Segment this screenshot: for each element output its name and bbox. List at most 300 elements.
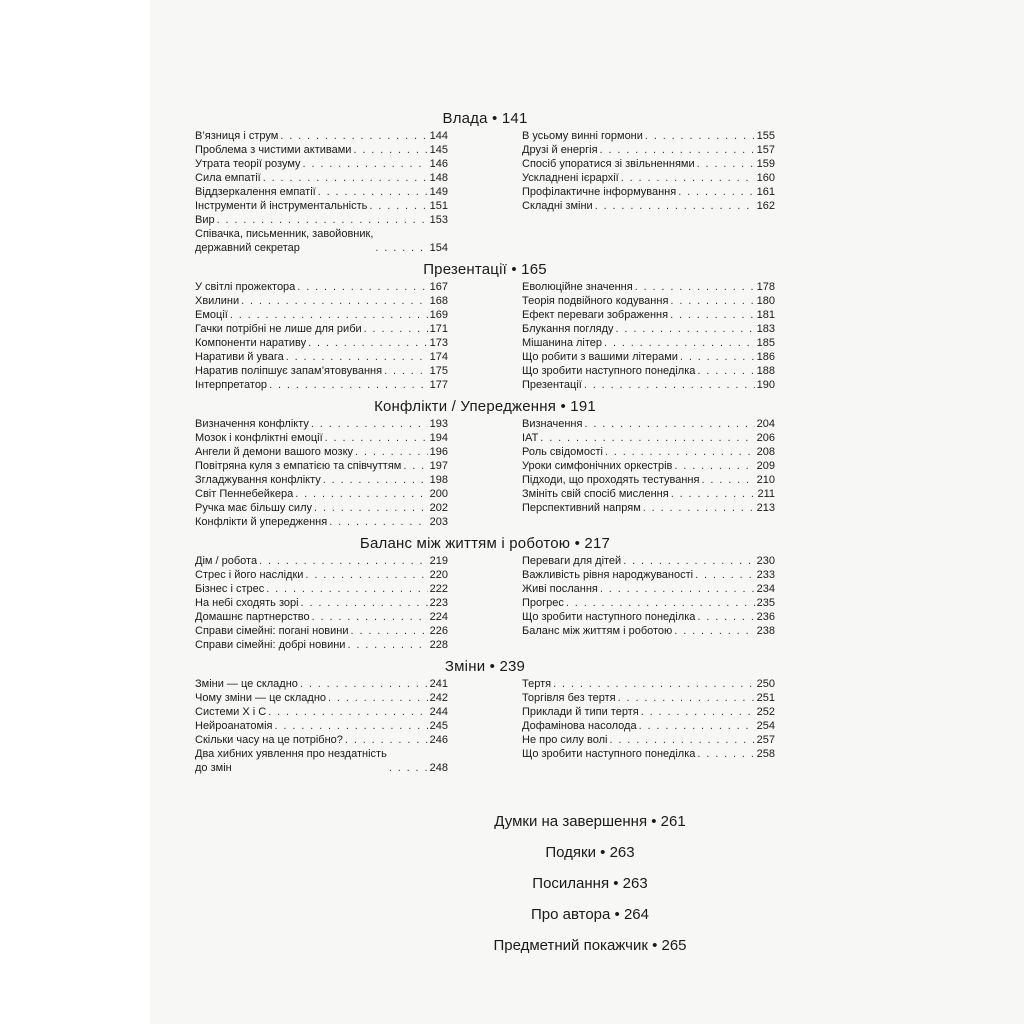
entry-page-number: 178 [756, 281, 775, 293]
entry-page-number: 155 [756, 130, 775, 142]
entry-title: Що зробити наступного понеділка [522, 611, 696, 623]
entry-title: Згладжування конфлікту [195, 474, 321, 486]
section-title: Презентації • 165 [423, 261, 547, 278]
closing-section-title: Предметний покажчик • 265 [493, 937, 687, 954]
toc-entry [195, 610, 448, 624]
toc-entry [522, 322, 775, 336]
entry-page-number: 210 [756, 474, 775, 486]
toc-entry [522, 143, 775, 157]
entry-title: Інструменти й інструментальність [195, 200, 368, 212]
entry-page-number: 258 [756, 748, 775, 760]
entry-title: IAT [522, 432, 539, 444]
entry-title: Складні зміни [522, 200, 593, 212]
dot-leader [697, 610, 754, 624]
entry-page-number: 248 [429, 762, 448, 774]
dot-leader [286, 350, 428, 364]
entry-title: Проблема з чистими активами [195, 144, 352, 156]
entry-title: Ангели й демони вашого мозку [195, 446, 354, 458]
entry-title: Справи сімейні: добрі новини [195, 639, 346, 651]
book-page [150, 0, 1024, 1024]
entry-page-number: 202 [429, 502, 448, 514]
entry-page-number: 238 [756, 625, 775, 637]
toc-entry [195, 473, 448, 487]
entry-page-number: 254 [756, 720, 775, 732]
entry-page-number: 230 [756, 555, 775, 567]
entry-page-number: 148 [429, 172, 448, 184]
entry-page-number: 204 [756, 418, 775, 430]
entry-page-number: 220 [429, 569, 448, 581]
dot-leader [566, 596, 755, 610]
dot-leader [605, 445, 755, 459]
entry-title: Дім / робота [195, 555, 258, 567]
entry-title: Повітряна куля з емпатією та співчуттям [195, 460, 402, 472]
dot-leader [616, 322, 755, 336]
entry-page-number: 174 [429, 351, 448, 363]
toc-entry [522, 624, 775, 638]
entry-title: Переваги для дітей [522, 555, 622, 567]
entry-page-number: 190 [756, 379, 775, 391]
entry-title: Приклади й типи тертя [522, 706, 639, 718]
toc-entry [195, 308, 448, 322]
entry-page-number: 161 [756, 186, 775, 198]
toc-column-right [522, 554, 775, 652]
toc-entry [195, 445, 448, 459]
toc-entry [522, 336, 775, 350]
toc-entry [195, 568, 448, 582]
entry-title: Уроки симфонічних оркестрів [522, 460, 673, 472]
entry-title: Емоції [195, 309, 228, 321]
entry-page-number: 151 [429, 200, 448, 212]
dot-leader [266, 582, 427, 596]
toc-entry [195, 554, 448, 568]
dot-leader [553, 677, 755, 691]
toc-entry [195, 733, 448, 747]
dot-leader [695, 568, 755, 582]
entry-title: Світ Пеннебейкера [195, 488, 294, 500]
entry-page-number: 157 [756, 144, 775, 156]
entry-page-number: 200 [429, 488, 448, 500]
closing-section-title: Подяки • 263 [545, 844, 635, 861]
section-title: Зміни • 239 [444, 658, 526, 675]
toc-entry [195, 294, 448, 308]
dot-leader [280, 129, 427, 143]
toc-entry [522, 350, 775, 364]
dot-leader [241, 294, 428, 308]
toc-entry [522, 582, 775, 596]
entry-page-number: 206 [756, 432, 775, 444]
dot-leader [230, 308, 428, 322]
entry-page-number: 186 [756, 351, 775, 363]
entry-title: Друзі й енергія [522, 144, 598, 156]
entry-title: Перспективний напрям [522, 502, 641, 514]
entry-page-number: 241 [429, 678, 448, 690]
entry-page-number: 223 [429, 597, 448, 609]
entry-page-number: 180 [756, 295, 775, 307]
dot-leader [639, 719, 755, 733]
entry-title: Еволюційне значення [522, 281, 633, 293]
entry-title: Інтерпретатор [195, 379, 268, 391]
entry-page-number: 242 [429, 692, 448, 704]
entry-title: Зміни — це складно [195, 678, 298, 690]
toc-entry [195, 350, 448, 364]
dot-leader [297, 280, 427, 294]
toc-entry [195, 336, 448, 350]
toc-entry [195, 638, 448, 652]
entry-page-number: 168 [429, 295, 448, 307]
dot-leader [347, 638, 427, 652]
toc-entry [522, 378, 775, 392]
entry-title: Два хибних уявлення про нездатність до змін [195, 748, 387, 774]
toc-section [195, 656, 775, 775]
dot-leader [355, 445, 428, 459]
entry-title: Профілактичне інформування [522, 186, 677, 198]
entry-title: Стрес і його наслідки [195, 569, 304, 581]
toc-column-left [195, 554, 448, 652]
entry-page-number: 246 [429, 734, 448, 746]
dot-leader [670, 308, 755, 322]
toc-entry [195, 129, 448, 143]
toc-section [195, 259, 775, 392]
toc-column-left [195, 280, 448, 392]
entry-page-number: 228 [429, 639, 448, 651]
entry-page-number: 183 [756, 323, 775, 335]
dot-leader [609, 733, 754, 747]
entry-page-number: 159 [756, 158, 775, 170]
toc-entry [522, 129, 775, 143]
dot-leader [604, 336, 755, 350]
entry-title: Нейроанатомія [195, 720, 273, 732]
dot-leader [674, 459, 754, 473]
table-of-contents [195, 108, 775, 779]
entry-title: Хвилини [195, 295, 240, 307]
toc-entry [522, 199, 775, 213]
toc-entry [195, 515, 448, 529]
entry-page-number: 162 [756, 200, 775, 212]
toc-entry [522, 596, 775, 610]
toc-entry [195, 227, 448, 255]
entry-page-number: 236 [756, 611, 775, 623]
closing-section-title: Про автора • 264 [531, 906, 649, 923]
dot-leader [671, 487, 756, 501]
dot-leader [540, 431, 754, 445]
toc-entry [195, 417, 448, 431]
entry-title: Визначення [522, 418, 583, 430]
entry-page-number: 188 [756, 365, 775, 377]
entry-page-number: 211 [757, 488, 775, 500]
toc-entry [195, 157, 448, 171]
section-title: Конфлікти / Упередження • 191 [374, 398, 596, 415]
entry-title: Роль свідомості [522, 446, 603, 458]
entry-title: Гачки потрібні не лише для риби [195, 323, 362, 335]
entry-title: Баланс між життям і роботою [522, 625, 673, 637]
entry-title: Спосіб упоратися зі звільненнями [522, 158, 695, 170]
toc-entry [195, 280, 448, 294]
dot-leader [701, 473, 754, 487]
entry-page-number: 197 [429, 460, 448, 472]
dot-leader [600, 143, 755, 157]
entry-page-number: 160 [756, 172, 775, 184]
dot-leader [353, 143, 427, 157]
toc-column-right [522, 129, 775, 255]
entry-title: Торгівля без тертя [522, 692, 616, 704]
toc-entry [195, 171, 448, 185]
toc-entry [522, 294, 775, 308]
dot-leader [305, 568, 427, 582]
entry-title: Ефект переваги зображення [522, 309, 669, 321]
entry-title: Утрата теорії розуму [195, 158, 301, 170]
toc-entry [195, 431, 448, 445]
dot-leader [600, 582, 755, 596]
entry-title: Живі послання [522, 583, 598, 595]
entry-title: Прогрес [522, 597, 564, 609]
entry-title: Що зробити наступного понеділка [522, 365, 696, 377]
closing-section-title: Думки на завершення • 261 [494, 813, 686, 830]
dot-leader [641, 705, 755, 719]
toc-entry [195, 596, 448, 610]
toc-entry [195, 378, 448, 392]
entry-page-number: 154 [429, 242, 448, 254]
entry-title: Теорія подвійного кодування [522, 295, 669, 307]
entry-title: Мозок і конфліктні емоції [195, 432, 323, 444]
dot-leader [268, 705, 427, 719]
section-title: Баланс між життям і роботою • 217 [359, 535, 611, 552]
toc-entry [195, 747, 448, 775]
entry-title: У світлі прожектора [195, 281, 296, 293]
entry-page-number: 219 [429, 555, 448, 567]
entry-title: Наративи й увага [195, 351, 284, 363]
dot-leader [369, 199, 427, 213]
toc-entry [522, 610, 775, 624]
dot-leader [312, 610, 428, 624]
toc-entry [195, 677, 448, 691]
dot-leader [323, 473, 428, 487]
dot-leader [295, 487, 427, 501]
entry-page-number: 226 [429, 625, 448, 637]
entry-title: Що робити з вашими літерами [522, 351, 678, 363]
entry-title: Що зробити наступного понеділка [522, 748, 696, 760]
toc-entry [522, 185, 775, 199]
toc-entry [195, 501, 448, 515]
entry-title: Системи Х і С [195, 706, 267, 718]
entry-page-number: 153 [429, 214, 448, 226]
entry-title: Ручка має більшу силу [195, 502, 312, 514]
toc-section [195, 108, 775, 255]
dot-leader [308, 336, 428, 350]
toc-entry [522, 445, 775, 459]
closing-section-title: Посилання • 263 [532, 875, 648, 892]
toc-column-left [195, 677, 448, 775]
entry-page-number: 252 [756, 706, 775, 718]
toc-entry [522, 280, 775, 294]
dot-leader [329, 515, 427, 529]
dot-leader [311, 417, 428, 431]
toc-entry [522, 308, 775, 322]
entry-title: Не про силу волі [522, 734, 608, 746]
toc-entry [195, 487, 448, 501]
dot-leader [618, 691, 755, 705]
dot-leader [635, 280, 755, 294]
entry-title: Домашнє партнерство [195, 611, 310, 623]
entry-title: Співачка, письменник, завойовник, державний секретар [195, 228, 374, 254]
dot-leader [697, 157, 755, 171]
entry-page-number: 146 [429, 158, 448, 170]
entry-page-number: 213 [756, 502, 775, 514]
dot-leader [318, 185, 428, 199]
entry-page-number: 149 [429, 186, 448, 198]
entry-title: Важливість рівня народжуваності [522, 569, 694, 581]
toc-column-right [522, 280, 775, 392]
dot-leader [697, 747, 754, 761]
toc-entry [522, 417, 775, 431]
entry-page-number: 177 [429, 379, 448, 391]
toc-entry [195, 185, 448, 199]
entry-page-number: 257 [756, 734, 775, 746]
entry-page-number: 167 [429, 281, 448, 293]
dot-leader [325, 431, 428, 445]
entry-page-number: 185 [756, 337, 775, 349]
entry-title: Наратив поліпшує запам’ятовування [195, 365, 383, 377]
entry-page-number: 222 [429, 583, 448, 595]
dot-leader [300, 677, 428, 691]
toc-entry [522, 747, 775, 761]
dot-leader [303, 157, 428, 171]
toc-entry [522, 568, 775, 582]
toc-entry [195, 143, 448, 157]
entry-title: Сила емпатії [195, 172, 261, 184]
toc-entry [522, 157, 775, 171]
entry-title: Бізнес і стрес [195, 583, 265, 595]
toc-entry [522, 364, 775, 378]
dot-leader [275, 719, 428, 733]
closing-sections [300, 812, 880, 967]
dot-leader [351, 624, 428, 638]
dot-leader [384, 364, 428, 378]
entry-title: Ускладнені ієрархії [522, 172, 619, 184]
entry-title: Справи сімейні: погані новини [195, 625, 349, 637]
entry-page-number: 251 [756, 692, 775, 704]
dot-leader [643, 501, 755, 515]
toc-entry [522, 733, 775, 747]
entry-page-number: 224 [429, 611, 448, 623]
entry-page-number: 173 [429, 337, 448, 349]
entry-page-number: 208 [756, 446, 775, 458]
toc-entry [522, 719, 775, 733]
entry-page-number: 144 [429, 130, 448, 142]
entry-title: Віддзеркалення емпатії [195, 186, 316, 198]
toc-entry [195, 459, 448, 473]
toc-entry [195, 624, 448, 638]
dot-leader [263, 171, 428, 185]
toc-entry [195, 582, 448, 596]
entry-page-number: 169 [429, 309, 448, 321]
entry-title: Мішанина літер [522, 337, 603, 349]
entry-title: Дофамінова насолода [522, 720, 637, 732]
dot-leader [328, 691, 428, 705]
entry-page-number: 209 [756, 460, 775, 472]
entry-page-number: 196 [429, 446, 448, 458]
toc-entry [195, 199, 448, 213]
toc-entry [522, 691, 775, 705]
toc-entry [195, 213, 448, 227]
toc-entry [522, 487, 775, 501]
toc-column-right [522, 677, 775, 775]
entry-title: Змініть свій спосіб мислення [522, 488, 669, 500]
dot-leader [584, 417, 754, 431]
toc-entry [195, 322, 448, 336]
toc-column-left [195, 129, 448, 255]
dot-leader [269, 378, 428, 392]
entry-title: Компоненти наративу [195, 337, 307, 349]
toc-entry [522, 171, 775, 185]
toc-entry [195, 719, 448, 733]
toc-entry [522, 431, 775, 445]
entry-title: Презентації [522, 379, 582, 391]
entry-title: В’язниця і струм [195, 130, 279, 142]
entry-page-number: 194 [429, 432, 448, 444]
entry-page-number: 233 [756, 569, 775, 581]
dot-leader [623, 554, 754, 568]
dot-leader [674, 624, 754, 638]
entry-page-number: 234 [756, 583, 775, 595]
entry-page-number: 245 [429, 720, 448, 732]
dot-leader [345, 733, 428, 747]
entry-page-number: 181 [756, 309, 775, 321]
dot-leader [645, 129, 755, 143]
toc-entry [522, 459, 775, 473]
entry-title: Підходи, що проходять тестування [522, 474, 700, 486]
toc-column-left [195, 417, 448, 529]
entry-page-number: 244 [429, 706, 448, 718]
entry-title: Чому зміни — це складно [195, 692, 327, 704]
toc-column-right [522, 417, 775, 529]
entry-title: Конфлікти й упередження [195, 516, 328, 528]
entry-title: Блукання погляду [522, 323, 614, 335]
dot-leader [680, 350, 755, 364]
entry-page-number: 175 [429, 365, 448, 377]
entry-title: Визначення конфлікту [195, 418, 309, 430]
dot-leader [364, 322, 428, 336]
toc-section [195, 396, 775, 529]
entry-title: Вир [195, 214, 215, 226]
dot-leader [670, 294, 754, 308]
dot-leader [259, 554, 428, 568]
toc-section [195, 533, 775, 652]
toc-entry [195, 691, 448, 705]
dot-leader [584, 378, 755, 392]
dot-leader [389, 761, 428, 775]
toc-entry [195, 705, 448, 719]
entry-page-number: 145 [429, 144, 448, 156]
section-title: Влада • 141 [442, 110, 528, 127]
toc-entry [522, 473, 775, 487]
entry-title: На небі сходять зорі [195, 597, 299, 609]
toc-entry [522, 554, 775, 568]
entry-title: Скільки часу на це потрібно? [195, 734, 343, 746]
dot-leader [403, 459, 427, 473]
toc-entry [195, 364, 448, 378]
toc-entry [522, 501, 775, 515]
dot-leader [621, 171, 755, 185]
dot-leader [301, 596, 428, 610]
dot-leader [375, 241, 427, 255]
dot-leader [595, 199, 755, 213]
entry-page-number: 235 [756, 597, 775, 609]
dot-leader [678, 185, 754, 199]
toc-entry [522, 705, 775, 719]
entry-title: В усьому винні гормони [522, 130, 643, 142]
dot-leader [217, 213, 428, 227]
toc-entry [522, 677, 775, 691]
